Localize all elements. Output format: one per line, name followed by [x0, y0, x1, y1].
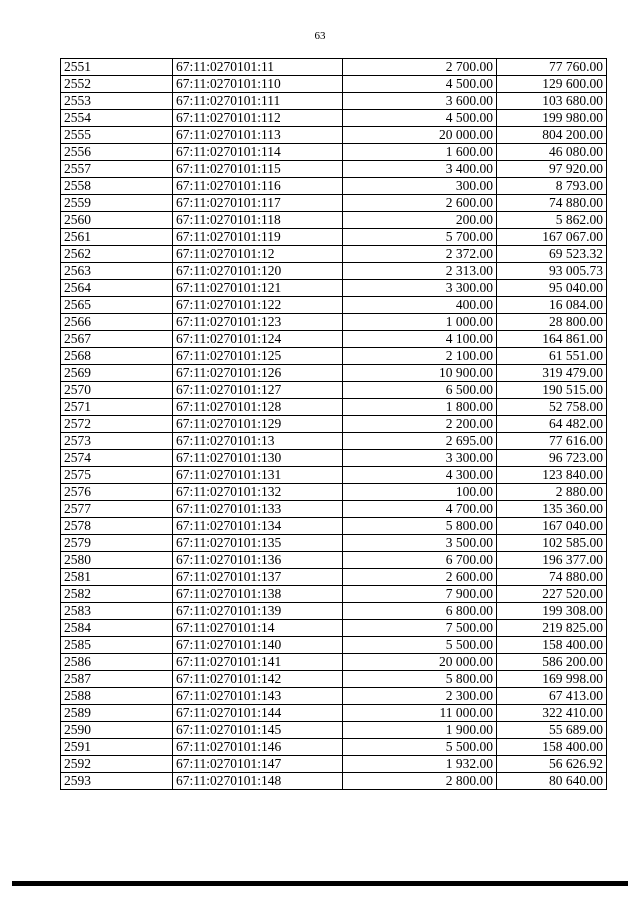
area-cell: 1 000.00: [343, 314, 497, 331]
cadastral-number-cell: 67:11:0270101:128: [173, 399, 343, 416]
row-number-cell: 2572: [61, 416, 173, 433]
table-row: [61, 688, 607, 705]
value-cell: 2 880.00: [497, 484, 607, 501]
row-number-cell: 2585: [61, 637, 173, 654]
value-cell: 190 515.00: [497, 382, 607, 399]
area-cell: 4 500.00: [343, 76, 497, 93]
cadastral-number-cell: 67:11:0270101:134: [173, 518, 343, 535]
table-row: [61, 93, 607, 110]
area-cell: 3 400.00: [343, 161, 497, 178]
area-cell: 1 900.00: [343, 722, 497, 739]
row-number-cell: 2551: [61, 59, 173, 76]
area-cell: 6 500.00: [343, 382, 497, 399]
cadastral-number-cell: 67:11:0270101:116: [173, 178, 343, 195]
row-number-cell: 2582: [61, 586, 173, 603]
table-row: [61, 365, 607, 382]
table-row: [61, 314, 607, 331]
row-number-cell: 2560: [61, 212, 173, 229]
area-cell: 300.00: [343, 178, 497, 195]
row-number-cell: 2563: [61, 263, 173, 280]
row-number-cell: 2591: [61, 739, 173, 756]
value-cell: 123 840.00: [497, 467, 607, 484]
cadastral-number-cell: 67:11:0270101:138: [173, 586, 343, 603]
row-number-cell: 2571: [61, 399, 173, 416]
area-cell: 20 000.00: [343, 127, 497, 144]
area-cell: 200.00: [343, 212, 497, 229]
cadastral-number-cell: 67:11:0270101:114: [173, 144, 343, 161]
row-number-cell: 2553: [61, 93, 173, 110]
area-cell: 2 800.00: [343, 773, 497, 790]
cadastral-number-cell: 67:11:0270101:137: [173, 569, 343, 586]
area-cell: 5 500.00: [343, 739, 497, 756]
row-number-cell: 2579: [61, 535, 173, 552]
value-cell: 28 800.00: [497, 314, 607, 331]
value-cell: 95 040.00: [497, 280, 607, 297]
area-cell: 2 600.00: [343, 195, 497, 212]
table-row: [61, 756, 607, 773]
table-row: [61, 433, 607, 450]
value-cell: 169 998.00: [497, 671, 607, 688]
value-cell: 74 880.00: [497, 569, 607, 586]
area-cell: 1 600.00: [343, 144, 497, 161]
area-cell: 1 932.00: [343, 756, 497, 773]
table-row: [61, 467, 607, 484]
area-cell: 10 900.00: [343, 365, 497, 382]
table-row: [61, 705, 607, 722]
footer-rule: [12, 881, 628, 886]
row-number-cell: 2586: [61, 654, 173, 671]
cadastral-number-cell: 67:11:0270101:13: [173, 433, 343, 450]
cadastral-number-cell: 67:11:0270101:139: [173, 603, 343, 620]
table-row: [61, 297, 607, 314]
value-cell: 164 861.00: [497, 331, 607, 348]
table-row: [61, 484, 607, 501]
value-cell: 74 880.00: [497, 195, 607, 212]
table-row: [61, 671, 607, 688]
cadastral-number-cell: 67:11:0270101:129: [173, 416, 343, 433]
value-cell: 64 482.00: [497, 416, 607, 433]
cadastral-number-cell: 67:11:0270101:144: [173, 705, 343, 722]
cadastral-number-cell: 67:11:0270101:125: [173, 348, 343, 365]
area-cell: 5 800.00: [343, 518, 497, 535]
row-number-cell: 2587: [61, 671, 173, 688]
area-cell: 2 300.00: [343, 688, 497, 705]
table-row: [61, 603, 607, 620]
cadastral-number-cell: 67:11:0270101:145: [173, 722, 343, 739]
cadastral-number-cell: 67:11:0270101:124: [173, 331, 343, 348]
cadastral-number-cell: 67:11:0270101:148: [173, 773, 343, 790]
table-row: [61, 399, 607, 416]
area-cell: 3 500.00: [343, 535, 497, 552]
area-cell: 5 800.00: [343, 671, 497, 688]
table-row: [61, 450, 607, 467]
table-row: [61, 263, 607, 280]
row-number-cell: 2555: [61, 127, 173, 144]
table-row: [61, 348, 607, 365]
table-row: [61, 280, 607, 297]
area-cell: 100.00: [343, 484, 497, 501]
cadastral-number-cell: 67:11:0270101:11: [173, 59, 343, 76]
value-cell: 199 308.00: [497, 603, 607, 620]
cadastral-number-cell: 67:11:0270101:122: [173, 297, 343, 314]
table-row: [61, 127, 607, 144]
table-row: [61, 620, 607, 637]
table-body: [61, 59, 607, 790]
value-cell: 227 520.00: [497, 586, 607, 603]
value-cell: 196 377.00: [497, 552, 607, 569]
table-row: [61, 416, 607, 433]
value-cell: 319 479.00: [497, 365, 607, 382]
table-row: [61, 178, 607, 195]
table-row: [61, 773, 607, 790]
table-row: [61, 212, 607, 229]
value-cell: 219 825.00: [497, 620, 607, 637]
table-row: [61, 586, 607, 603]
area-cell: 7 900.00: [343, 586, 497, 603]
row-number-cell: 2578: [61, 518, 173, 535]
table-row: [61, 246, 607, 263]
cadastral-number-cell: 67:11:0270101:147: [173, 756, 343, 773]
value-cell: 103 680.00: [497, 93, 607, 110]
area-cell: 1 800.00: [343, 399, 497, 416]
value-cell: 158 400.00: [497, 739, 607, 756]
value-cell: 129 600.00: [497, 76, 607, 93]
row-number-cell: 2570: [61, 382, 173, 399]
area-cell: 2 100.00: [343, 348, 497, 365]
row-number-cell: 2580: [61, 552, 173, 569]
table-row: [61, 722, 607, 739]
row-number-cell: 2567: [61, 331, 173, 348]
value-cell: 167 040.00: [497, 518, 607, 535]
area-cell: 2 695.00: [343, 433, 497, 450]
row-number-cell: 2562: [61, 246, 173, 263]
area-cell: 7 500.00: [343, 620, 497, 637]
cadastral-number-cell: 67:11:0270101:127: [173, 382, 343, 399]
cadastral-number-cell: 67:11:0270101:132: [173, 484, 343, 501]
row-number-cell: 2589: [61, 705, 173, 722]
cadastral-number-cell: 67:11:0270101:140: [173, 637, 343, 654]
row-number-cell: 2564: [61, 280, 173, 297]
value-cell: 5 862.00: [497, 212, 607, 229]
row-number-cell: 2592: [61, 756, 173, 773]
value-cell: 80 640.00: [497, 773, 607, 790]
area-cell: 4 700.00: [343, 501, 497, 518]
table-row: [61, 535, 607, 552]
area-cell: 3 300.00: [343, 450, 497, 467]
cadastral-number-cell: 67:11:0270101:121: [173, 280, 343, 297]
value-cell: 102 585.00: [497, 535, 607, 552]
cadastral-value-table: [60, 58, 607, 790]
cadastral-number-cell: 67:11:0270101:110: [173, 76, 343, 93]
table-row: [61, 161, 607, 178]
table-row: [61, 110, 607, 127]
value-cell: 804 200.00: [497, 127, 607, 144]
area-cell: 4 300.00: [343, 467, 497, 484]
cadastral-number-cell: 67:11:0270101:143: [173, 688, 343, 705]
cadastral-number-cell: 67:11:0270101:120: [173, 263, 343, 280]
cadastral-number-cell: 67:11:0270101:12: [173, 246, 343, 263]
area-cell: 400.00: [343, 297, 497, 314]
value-cell: 69 523.32: [497, 246, 607, 263]
row-number-cell: 2565: [61, 297, 173, 314]
cadastral-number-cell: 67:11:0270101:136: [173, 552, 343, 569]
value-cell: 586 200.00: [497, 654, 607, 671]
value-cell: 56 626.92: [497, 756, 607, 773]
area-cell: 5 700.00: [343, 229, 497, 246]
cadastral-number-cell: 67:11:0270101:117: [173, 195, 343, 212]
area-cell: 2 200.00: [343, 416, 497, 433]
cadastral-number-cell: 67:11:0270101:126: [173, 365, 343, 382]
area-cell: 20 000.00: [343, 654, 497, 671]
table-row: [61, 331, 607, 348]
cadastral-number-cell: 67:11:0270101:111: [173, 93, 343, 110]
row-number-cell: 2568: [61, 348, 173, 365]
value-cell: 135 360.00: [497, 501, 607, 518]
table-row: [61, 552, 607, 569]
table-row: [61, 144, 607, 161]
table-row: [61, 569, 607, 586]
row-number-cell: 2573: [61, 433, 173, 450]
cadastral-number-cell: 67:11:0270101:133: [173, 501, 343, 518]
value-cell: 67 413.00: [497, 688, 607, 705]
row-number-cell: 2590: [61, 722, 173, 739]
area-cell: 4 100.00: [343, 331, 497, 348]
cadastral-number-cell: 67:11:0270101:135: [173, 535, 343, 552]
table-row: [61, 382, 607, 399]
area-cell: 2 700.00: [343, 59, 497, 76]
area-cell: 2 600.00: [343, 569, 497, 586]
value-cell: 52 758.00: [497, 399, 607, 416]
area-cell: 6 700.00: [343, 552, 497, 569]
row-number-cell: 2558: [61, 178, 173, 195]
area-cell: 2 372.00: [343, 246, 497, 263]
area-cell: 4 500.00: [343, 110, 497, 127]
table-row: [61, 76, 607, 93]
cadastral-number-cell: 67:11:0270101:123: [173, 314, 343, 331]
value-cell: 16 084.00: [497, 297, 607, 314]
row-number-cell: 2556: [61, 144, 173, 161]
row-number-cell: 2569: [61, 365, 173, 382]
value-cell: 93 005.73: [497, 263, 607, 280]
value-cell: 8 793.00: [497, 178, 607, 195]
cadastral-number-cell: 67:11:0270101:113: [173, 127, 343, 144]
table-row: [61, 518, 607, 535]
area-cell: 5 500.00: [343, 637, 497, 654]
area-cell: 11 000.00: [343, 705, 497, 722]
row-number-cell: 2584: [61, 620, 173, 637]
value-cell: 322 410.00: [497, 705, 607, 722]
table-row: [61, 195, 607, 212]
row-number-cell: 2593: [61, 773, 173, 790]
table-row: [61, 739, 607, 756]
table-row: [61, 654, 607, 671]
table-row: [61, 229, 607, 246]
table-row: [61, 501, 607, 518]
value-cell: 199 980.00: [497, 110, 607, 127]
row-number-cell: 2581: [61, 569, 173, 586]
value-cell: 167 067.00: [497, 229, 607, 246]
table-row: [61, 637, 607, 654]
row-number-cell: 2566: [61, 314, 173, 331]
page-number: 63: [314, 30, 326, 42]
row-number-cell: 2554: [61, 110, 173, 127]
row-number-cell: 2577: [61, 501, 173, 518]
row-number-cell: 2588: [61, 688, 173, 705]
value-cell: 46 080.00: [497, 144, 607, 161]
value-cell: 77 760.00: [497, 59, 607, 76]
row-number-cell: 2574: [61, 450, 173, 467]
cadastral-number-cell: 67:11:0270101:131: [173, 467, 343, 484]
cadastral-number-cell: 67:11:0270101:115: [173, 161, 343, 178]
cadastral-number-cell: 67:11:0270101:130: [173, 450, 343, 467]
cadastral-number-cell: 67:11:0270101:146: [173, 739, 343, 756]
cadastral-number-cell: 67:11:0270101:118: [173, 212, 343, 229]
cadastral-number-cell: 67:11:0270101:14: [173, 620, 343, 637]
value-cell: 97 920.00: [497, 161, 607, 178]
row-number-cell: 2576: [61, 484, 173, 501]
area-cell: 2 313.00: [343, 263, 497, 280]
value-cell: 61 551.00: [497, 348, 607, 365]
value-cell: 55 689.00: [497, 722, 607, 739]
value-cell: 158 400.00: [497, 637, 607, 654]
row-number-cell: 2561: [61, 229, 173, 246]
area-cell: 3 300.00: [343, 280, 497, 297]
row-number-cell: 2552: [61, 76, 173, 93]
area-cell: 3 600.00: [343, 93, 497, 110]
cadastral-number-cell: 67:11:0270101:112: [173, 110, 343, 127]
cadastral-number-cell: 67:11:0270101:142: [173, 671, 343, 688]
value-cell: 77 616.00: [497, 433, 607, 450]
row-number-cell: 2583: [61, 603, 173, 620]
row-number-cell: 2575: [61, 467, 173, 484]
row-number-cell: 2559: [61, 195, 173, 212]
value-cell: 96 723.00: [497, 450, 607, 467]
table-row: [61, 59, 607, 76]
cadastral-number-cell: 67:11:0270101:141: [173, 654, 343, 671]
cadastral-number-cell: 67:11:0270101:119: [173, 229, 343, 246]
area-cell: 6 800.00: [343, 603, 497, 620]
row-number-cell: 2557: [61, 161, 173, 178]
